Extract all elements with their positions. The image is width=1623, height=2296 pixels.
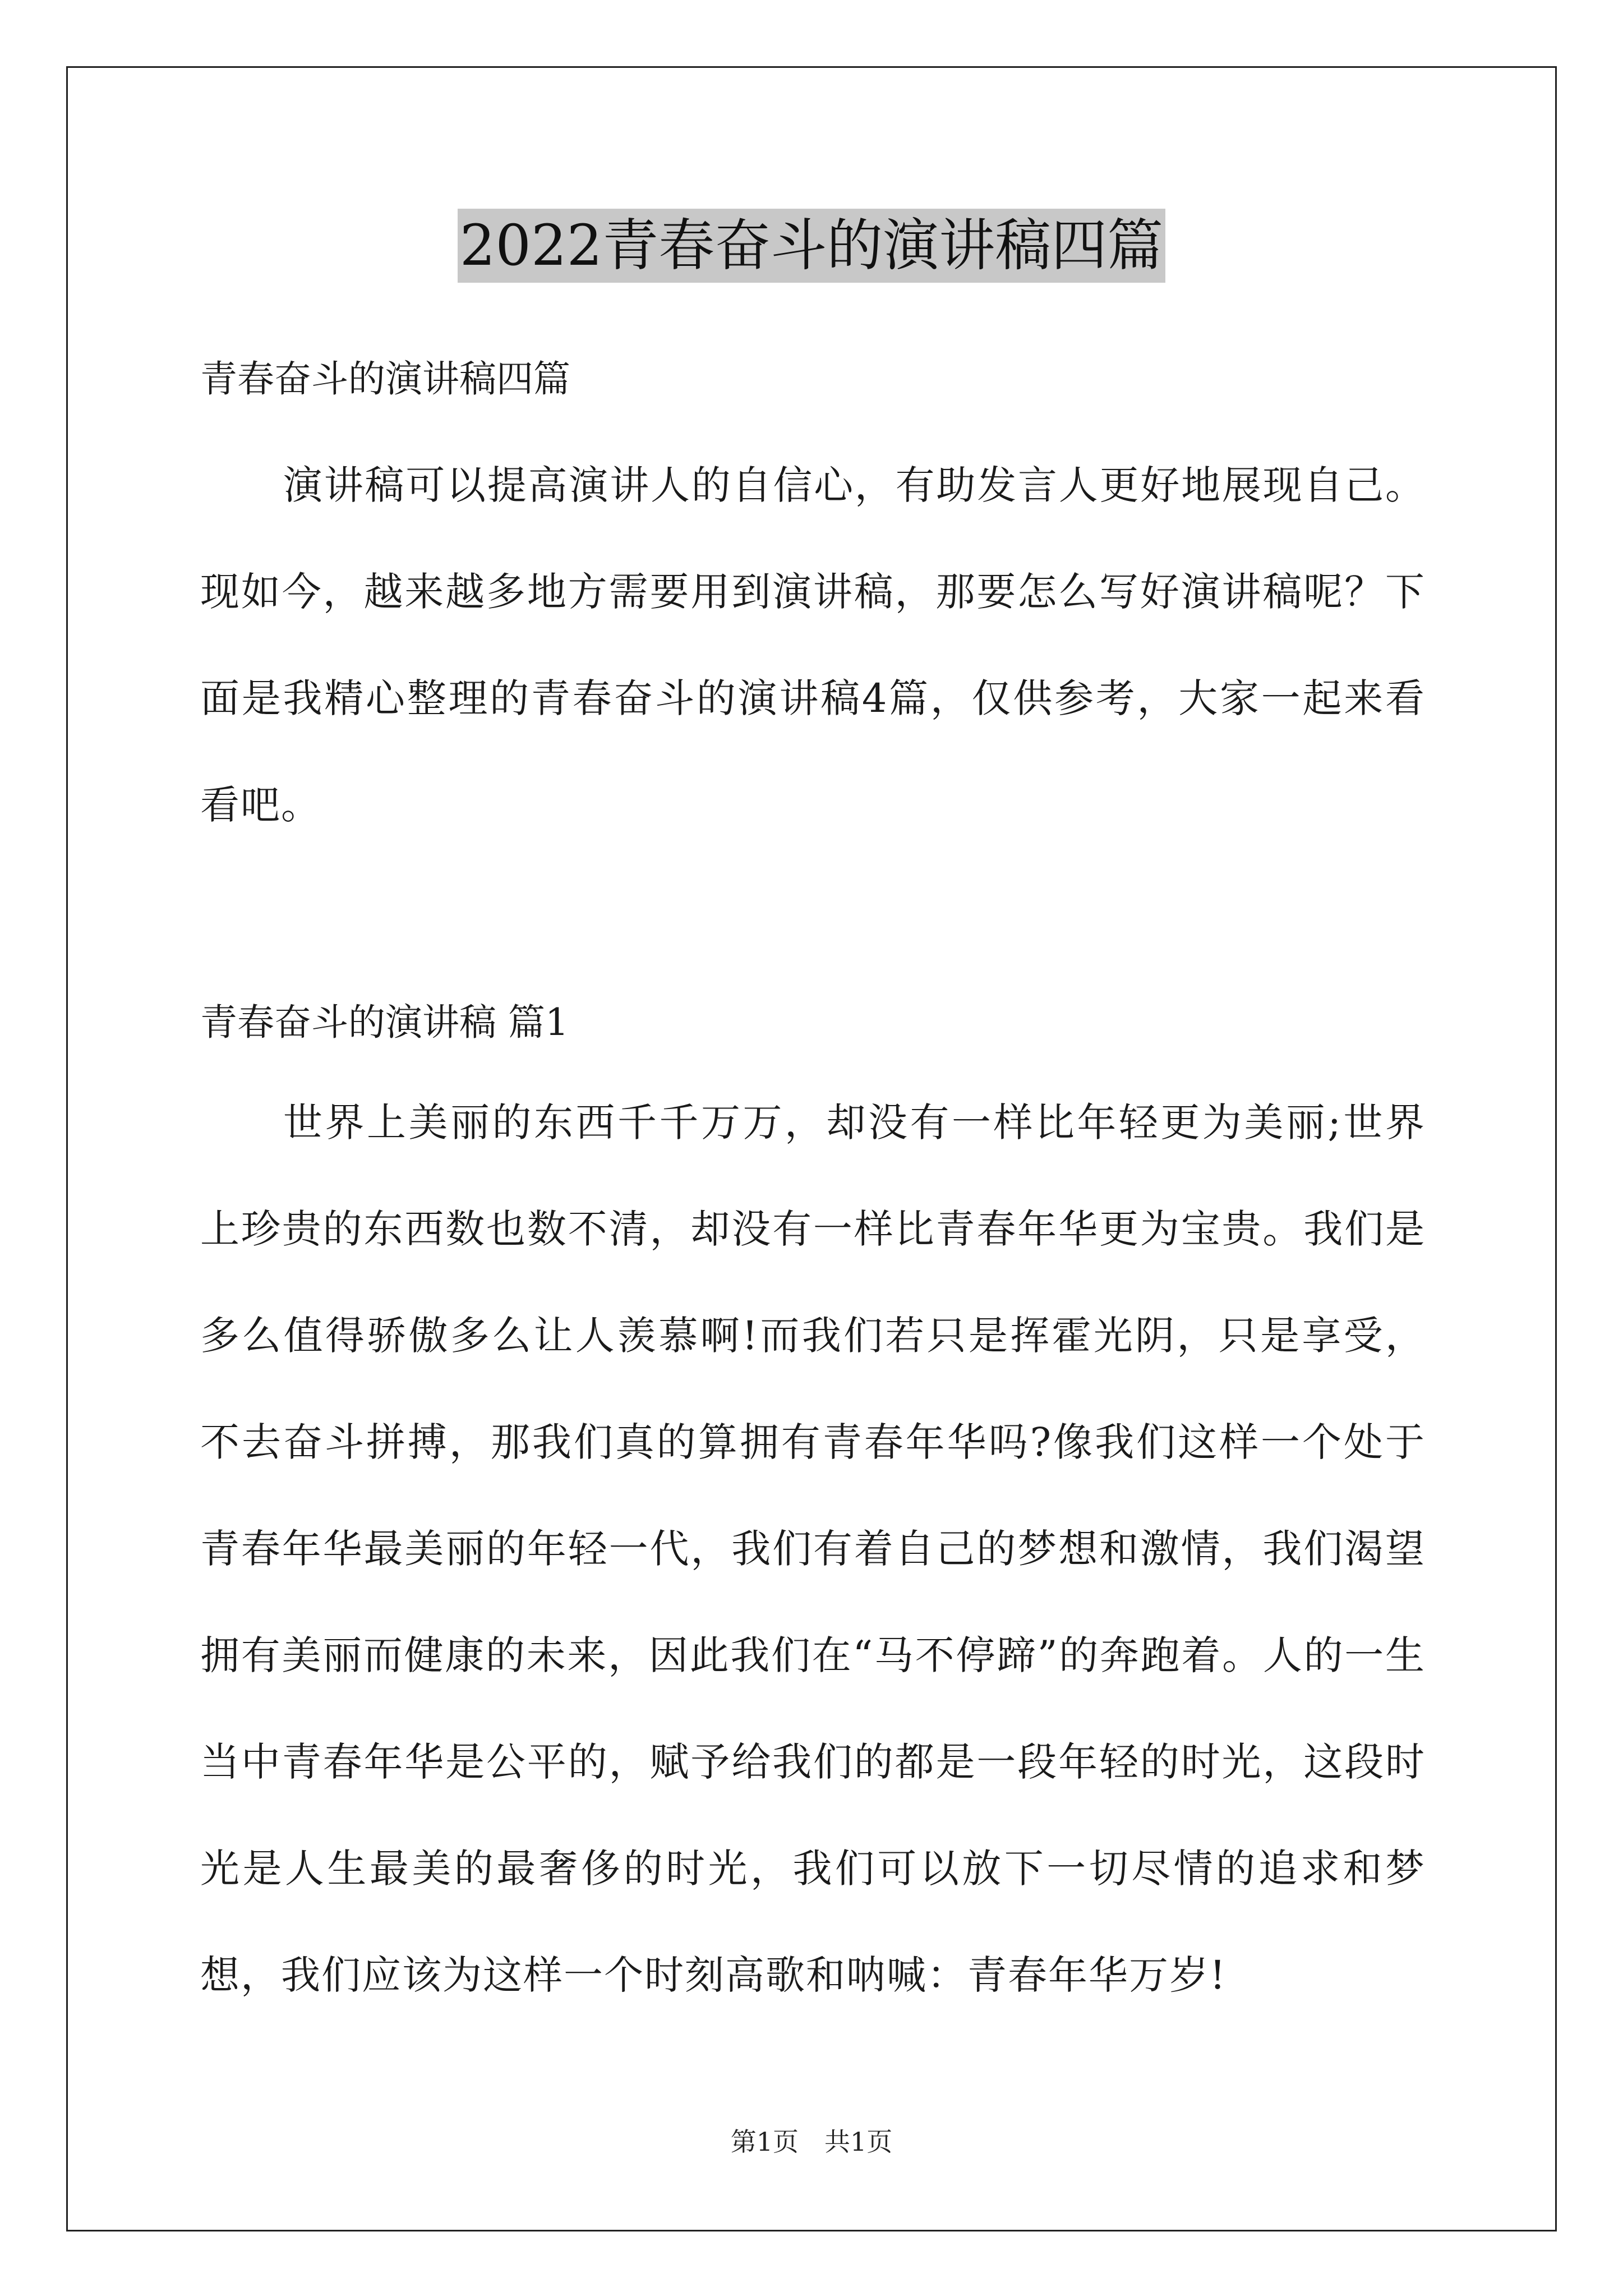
title-container [0, 209, 1623, 283]
intro-paragraph: 演讲稿可以提高演讲人的自信心，有助发言人更好地展现自己。现如今，越来越多地方需要用到演讲稿，那要怎么写好演讲稿呢？下面是我精心整理的青春奋斗的演讲稿4篇，仅供参考，大家一起来看看吧。 [200, 462, 1426, 828]
document-title: 2022青春奋斗的演讲稿四篇 [458, 209, 1166, 283]
page-footer: 第1页 共1页 [730, 2127, 893, 2157]
document-subtitle: 青春奋斗的演讲稿四篇 [200, 357, 570, 401]
section-body-1: 世界上美丽的东西千千万万，却没有一样比年轻更为美丽;世界上珍贵的东西数也数不清，却没有一样比青春年华更为宝贵。我们是多么值得骄傲多么让人羡慕啊!而我们若只是挥霍光阴，只是享受，不去奋斗拼搏，那我们真的算拥有青春年华吗?像我们这样一个处于青春年华最美丽的年轻一代，我们有着自己的梦想和激情，我们渴望拥有美丽而健康的未来，因此我们在“马不停蹄”的奔跑着。人的一生当中青春年华是公平的，赋予给我们的都是一段年轻的时光，这段时光是人生最美的最奢侈的时光，我们可以放下一切尽情的追求和梦想，我们应该为这样一个时刻高歌和呐喊：青春年华万岁! [200, 1099, 1426, 1998]
section-heading-1: 青春奋斗的演讲稿 篇1 [200, 1001, 569, 1044]
